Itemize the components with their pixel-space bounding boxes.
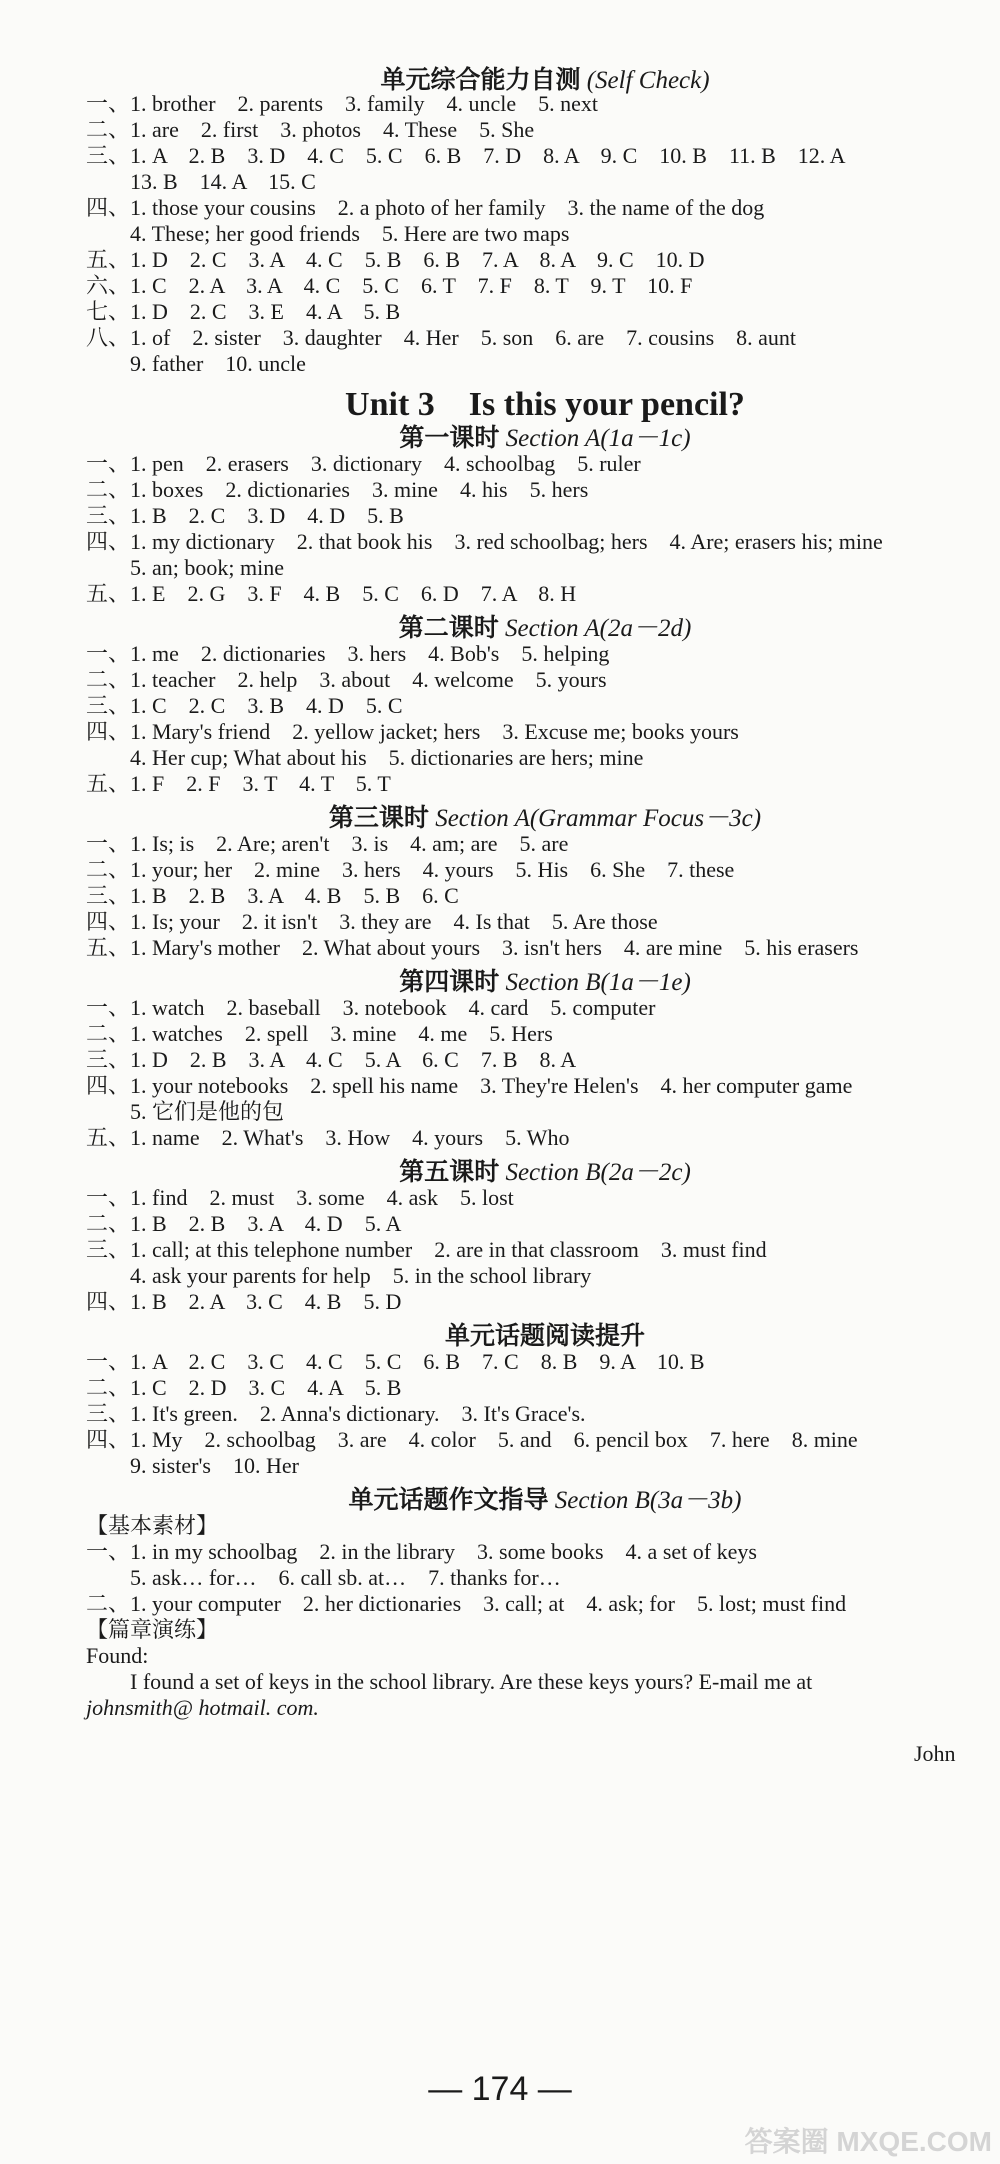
answer-line: 一、1. in my schoolbag 2. in the library 3. some books 4. a set of keys: [86, 1539, 757, 1564]
answer-line: 一、1. pen 2. erasers 3. dictionary 4. schoolbag 5. ruler: [86, 451, 641, 476]
lesson2-title: [110, 608, 980, 644]
answer-line: 一、1. watch 2. baseball 3. notebook 4. card 5. computer: [86, 995, 656, 1020]
found-heading: Found:: [86, 1643, 149, 1668]
answer-line: 六、1. C 2. A 3. A 4. C 5. C 6. T 7. F 8. T 9. T 10. F: [86, 273, 693, 298]
answer-line: 一、1. brother 2. parents 3. family 4. uncle 5. next: [86, 91, 599, 116]
lesson5-title-cn: 第五课时: [399, 1159, 500, 1186]
essay-signature: John: [914, 1741, 956, 1766]
answer-line: 五、1. Mary's mother 2. What about yours 3. isn't hers 4. are mine 5. his erasers: [86, 935, 859, 960]
answer-line: 5. 它们是他的包: [130, 1099, 285, 1124]
lesson2-title-en: Section A(2a－2d): [504, 615, 692, 642]
reading-title: 单元话题阅读提升: [444, 1323, 645, 1350]
answer-line: 四、1. my dictionary 2. that book his 3. red schoolbag; hers 4. Are; erasers his; mine: [86, 529, 883, 554]
answer-line: 13. B 14. A 15. C: [130, 169, 316, 194]
answer-line: 一、1. Is; is 2. Are; aren't 3. is 4. am; are 5. are: [86, 831, 569, 856]
answer-line: 三、1. D 2. B 3. A 4. C 5. A 6. C 7. B 8. A: [86, 1047, 577, 1072]
answer-line: 二、1. your computer 2. her dictionaries 3. call; at 4. ask; for 5. lost; must find: [86, 1591, 847, 1616]
answer-line: 四、1. My 2. schoolbag 3. are 4. color 5. and 6. pencil box 7. here 8. mine: [86, 1427, 858, 1452]
answer-line: 二、1. are 2. first 3. photos 4. These 5. She: [86, 117, 535, 142]
lesson4-title: [110, 962, 980, 998]
watermark-logo: 答案圈 MXQE.COM: [744, 2126, 992, 2157]
lesson4-title-cn: 第四课时: [399, 969, 500, 996]
answer-line: 5. an; book; mine: [130, 555, 284, 580]
answer-line: 9. sister's 10. Her: [130, 1453, 299, 1478]
answer-line: 二、1. teacher 2. help 3. about 4. welcome 5. yours: [86, 667, 607, 692]
lesson5-title: [110, 1152, 980, 1188]
answer-line: 四、1. B 2. A 3. C 4. B 5. D: [86, 1289, 402, 1314]
page-number: — 174 —: [428, 2070, 572, 2108]
answer-line: 四、1. your notebooks 2. spell his name 3. They're Helen's 4. her computer game: [86, 1073, 853, 1098]
essay-email: johnsmith@ hotmail. com.: [86, 1695, 319, 1720]
lesson1-title-en: Section A(1a－1c): [505, 425, 691, 452]
answer-line: 一、1. A 2. C 3. C 4. C 5. C 6. B 7. C 8. B 9. A 10. B: [86, 1349, 705, 1374]
answer-line: 二、1. watches 2. spell 3. mine 4. me 5. Hers: [86, 1021, 553, 1046]
answer-line: 八、1. of 2. sister 3. daughter 4. Her 5. son 6. are 7. cousins 8. aunt: [86, 325, 797, 350]
answer-line: 三、1. It's green. 2. Anna's dictionary. 3. It's Grace's.: [86, 1401, 586, 1426]
answer-line: 二、1. boxes 2. dictionaries 3. mine 4. his 5. hers: [86, 477, 589, 502]
lesson2-title-cn: 第二课时: [398, 615, 499, 642]
answer-line: 四、1. Is; your 2. it isn't 3. they are 4. Is that 5. Are those: [86, 909, 658, 934]
answer-line: 三、1. call; at this telephone number 2. are in that classroom 3. must find: [86, 1237, 767, 1262]
lesson5-title-en: Section B(2a－2c): [505, 1159, 691, 1186]
unit-title: Unit 3 Is this your pencil?: [345, 386, 745, 423]
answer-line: 五、1. E 2. G 3. F 4. B 5. C 6. D 7. A 8. H: [86, 581, 577, 606]
self-check-title-cn: 单元综合能力自测: [380, 67, 581, 94]
material-label: 【基本素材】: [86, 1513, 219, 1538]
practice-label: 【篇章演练】: [86, 1617, 219, 1642]
answer-line: 一、1. me 2. dictionaries 3. hers 4. Bob's 5. helping: [86, 641, 610, 666]
lesson4-title-en: Section B(1a－1e): [505, 969, 691, 996]
writing-title-cn: 单元话题作文指导: [348, 1487, 549, 1514]
lesson1-title: [110, 418, 980, 454]
lesson3-title-cn: 第三课时: [328, 805, 429, 832]
writing-title: [110, 1480, 980, 1516]
answer-line: 5. ask… for… 6. call sb. at… 7. thanks for…: [130, 1565, 561, 1590]
answer-line: 二、1. B 2. B 3. A 4. D 5. A: [86, 1211, 402, 1236]
lesson3-title-en: Section A(Grammar Focus－3c): [435, 805, 762, 832]
answer-line: 四、1. those your cousins 2. a photo of her family 3. the name of the dog: [86, 195, 765, 220]
answer-line: 三、1. C 2. C 3. B 4. D 5. C: [86, 693, 403, 718]
lesson3-title: [110, 798, 980, 834]
answer-line: 4. These; her good friends 5. Here are two maps: [130, 221, 570, 246]
answer-line: 4. Her cup; What about his 5. dictionaries are hers; mine: [130, 745, 644, 770]
answer-line: 一、1. find 2. must 3. some 4. ask 5. lost: [86, 1185, 514, 1210]
answer-line: 三、1. A 2. B 3. D 4. C 5. C 6. B 7. D 8. A 9. C 10. B 11. B 12. A: [86, 143, 846, 168]
answer-line: 五、1. D 2. C 3. A 4. C 5. B 6. B 7. A 8. A 9. C 10. D: [86, 247, 705, 272]
answer-line: 4. ask your parents for help 5. in the school library: [130, 1263, 592, 1288]
answer-line: 9. father 10. uncle: [130, 351, 306, 376]
writing-title-en: Section B(3a－3b): [554, 1487, 742, 1514]
answer-line: 二、1. your; her 2. mine 3. hers 4. yours 5. His 6. She 7. these: [86, 857, 735, 882]
self-check-title-en: (Self Check): [586, 67, 710, 94]
answer-line: 三、1. B 2. B 3. A 4. B 5. B 6. C: [86, 883, 459, 908]
essay-line: I found a set of keys in the school library. Are these keys yours? E-mail me at: [130, 1669, 813, 1694]
answer-line: 五、1. name 2. What's 3. How 4. yours 5. Who: [86, 1125, 570, 1150]
answer-line: 二、1. C 2. D 3. C 4. A 5. B: [86, 1375, 402, 1400]
answer-line: 三、1. B 2. C 3. D 4. D 5. B: [86, 503, 404, 528]
answer-line: 七、1. D 2. C 3. E 4. A 5. B: [86, 299, 401, 324]
answer-line: 五、1. F 2. F 3. T 4. T 5. T: [86, 771, 391, 796]
lesson1-title-cn: 第一课时: [399, 425, 500, 452]
answer-line: 四、1. Mary's friend 2. yellow jacket; hers 3. Excuse me; books yours: [86, 719, 739, 744]
